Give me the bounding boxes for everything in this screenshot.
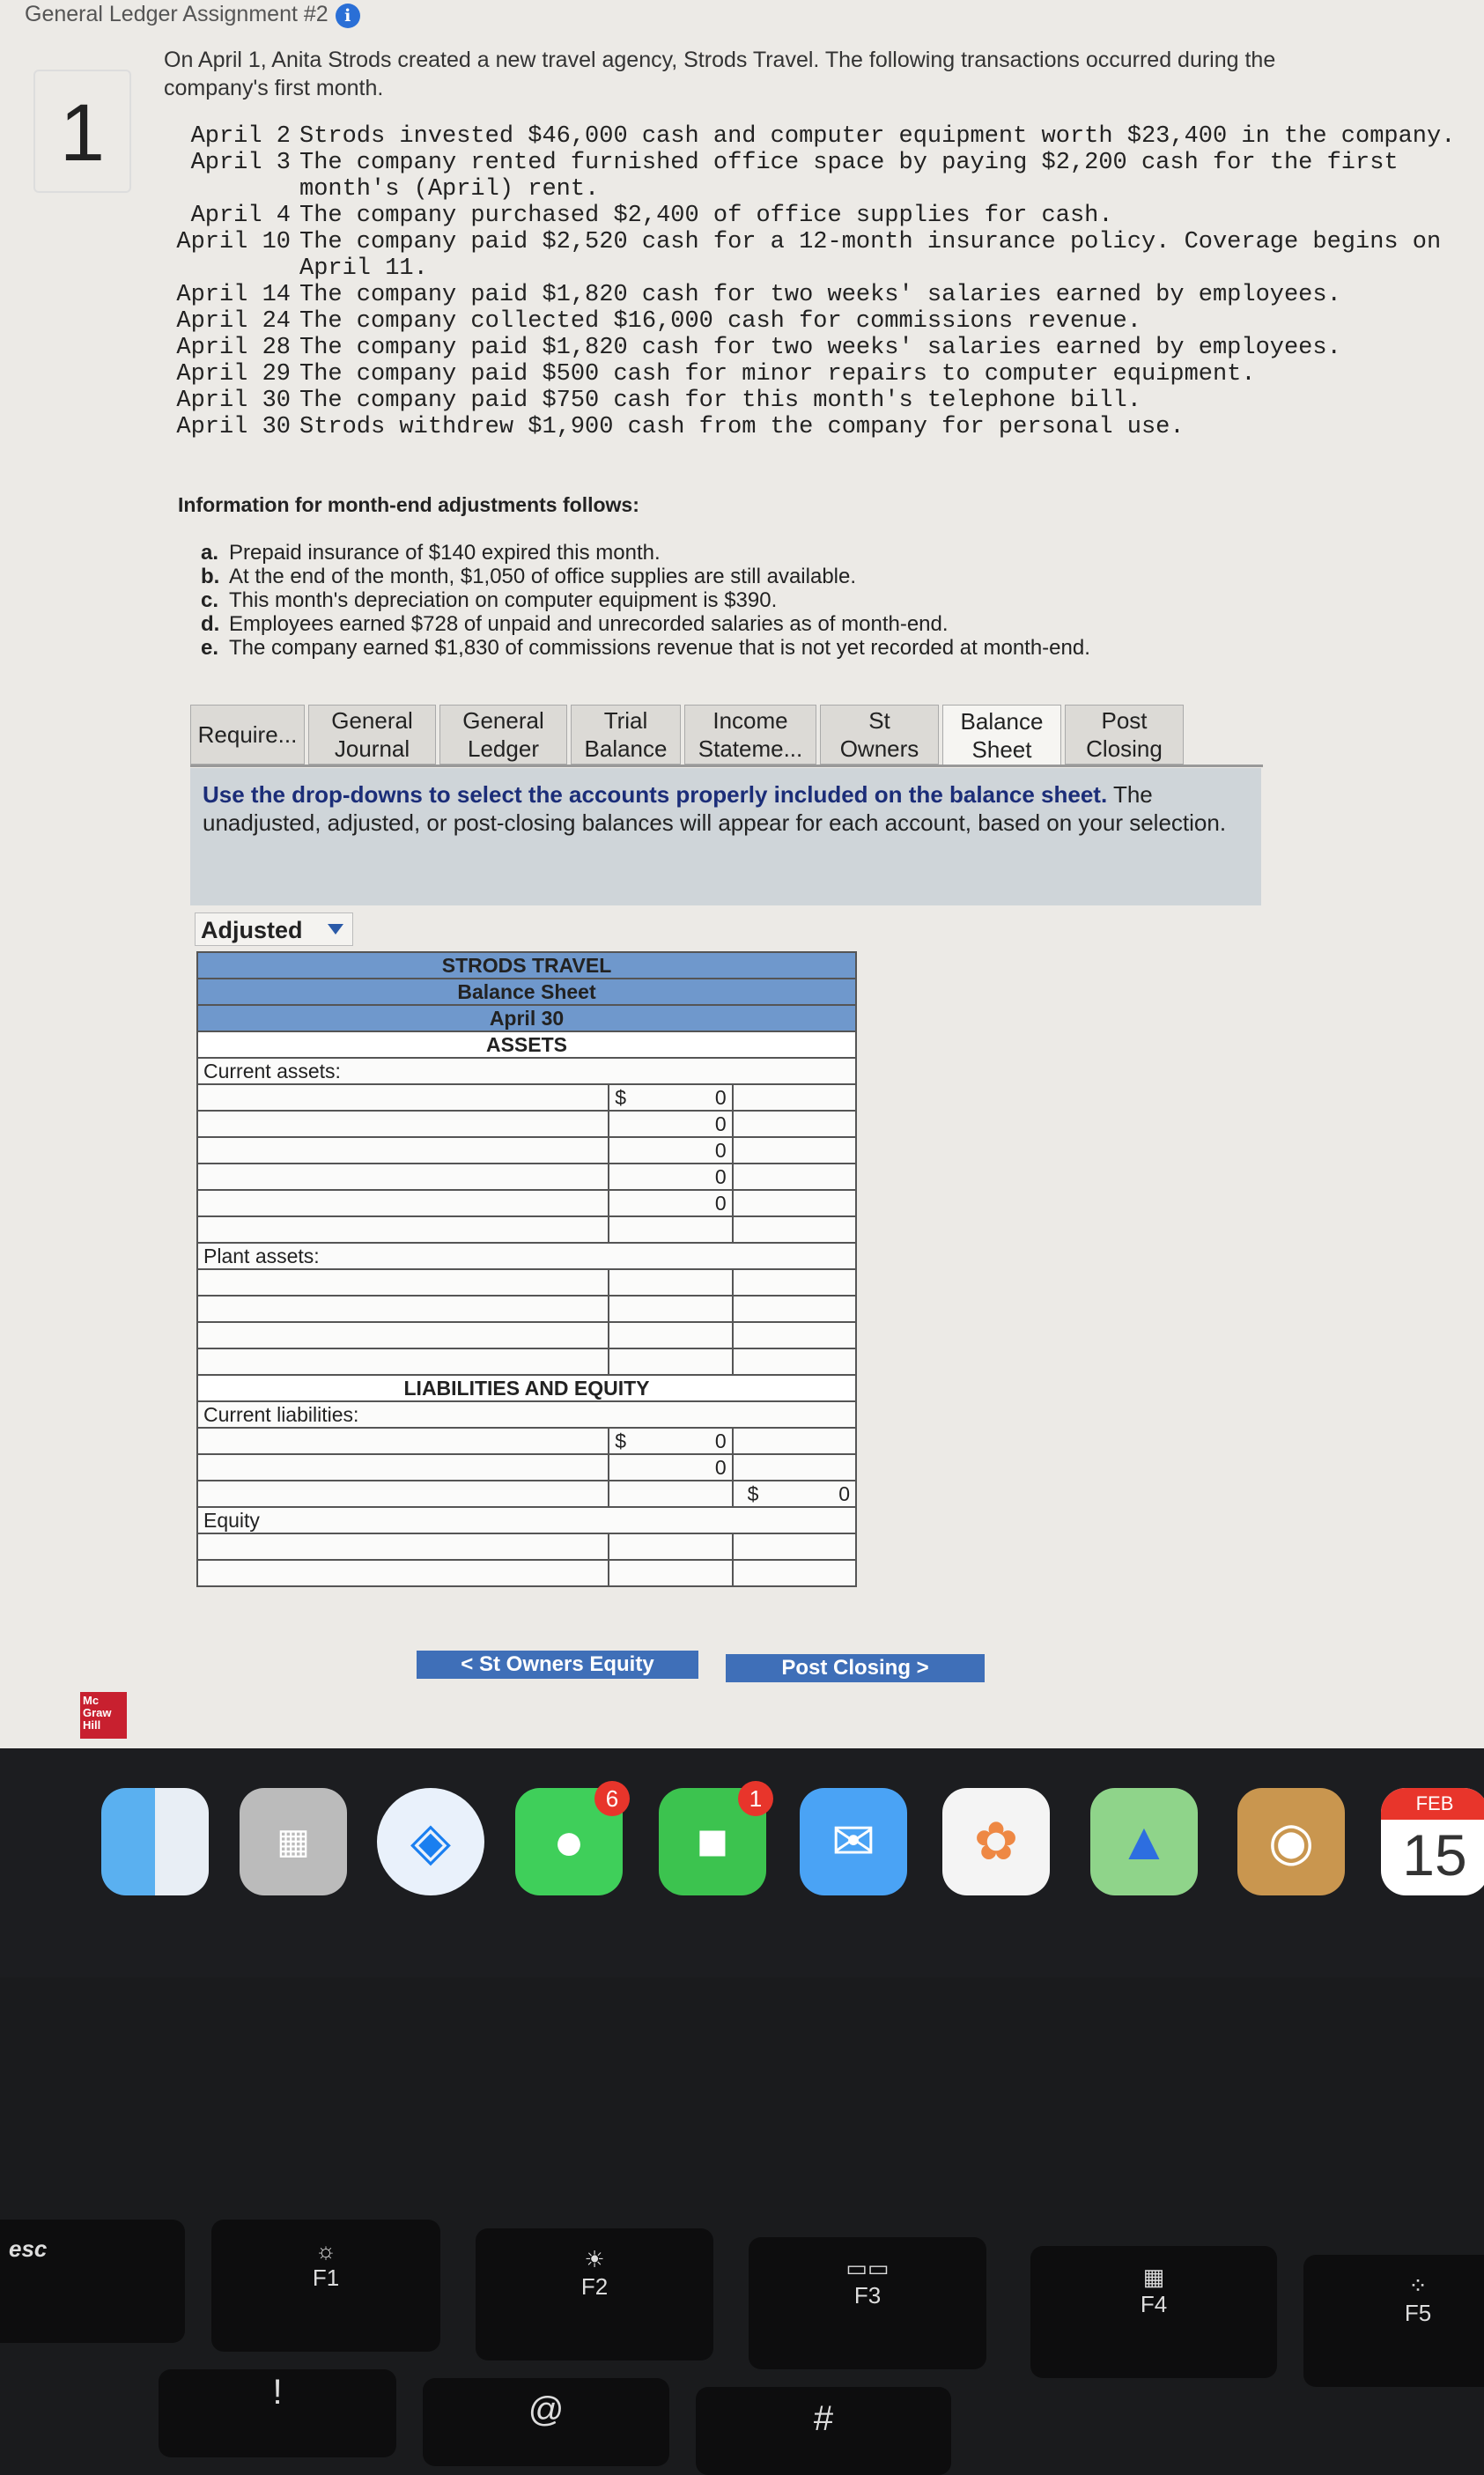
finder-icon[interactable]: [101, 1788, 209, 1895]
total-cell[interactable]: [733, 1348, 856, 1375]
amount-cell[interactable]: [609, 1454, 732, 1481]
tab-bar: [190, 705, 1263, 767]
transaction-row: [159, 203, 1462, 229]
transaction-text: Strods withdrew $1,900 cash from the company for personal use.: [299, 414, 1185, 440]
tab-label: Ledger: [468, 735, 539, 762]
tab-label: Balance: [960, 707, 1044, 735]
amount-cell[interactable]: [609, 1348, 732, 1375]
adjustment-text: At the end of the month, $1,050 of office supplies are still available.: [229, 565, 857, 588]
amount-cell[interactable]: [609, 1533, 732, 1560]
amount-cell[interactable]: [609, 1216, 732, 1243]
amount-cell[interactable]: [609, 1269, 732, 1296]
dollar-sign: $: [615, 1430, 627, 1452]
tab-label: St: [868, 707, 890, 734]
tab-1[interactable]: [308, 705, 436, 765]
key-2[interactable]: [423, 2378, 669, 2466]
amount-value: 0: [714, 1430, 727, 1452]
account-dropdown[interactable]: [197, 1190, 609, 1216]
dollar-sign: $: [747, 1482, 759, 1505]
adjustments-heading: Information for month-end adjustments follows:: [178, 493, 639, 516]
amount-value: 0: [714, 1112, 727, 1135]
transaction-row: [159, 150, 1462, 203]
esc-label: esc: [9, 2235, 48, 2262]
account-dropdown[interactable]: [197, 1481, 609, 1507]
transaction-text: The company paid $750 cash for this month's telephone bill.: [299, 388, 1141, 414]
transaction-text: The company collected $16,000 cash for commissions revenue.: [299, 308, 1141, 335]
transaction-row: [159, 335, 1462, 361]
tab-4[interactable]: [684, 705, 816, 765]
dropdown-value: Adjusted: [201, 917, 303, 943]
total-cell[interactable]: [733, 1296, 856, 1322]
tab-label: Income: [712, 707, 788, 734]
balance-sheet-table: [196, 951, 857, 1587]
tab-label: General: [331, 707, 413, 734]
info-icon[interactable]: i: [336, 4, 360, 28]
transaction-row: [159, 123, 1462, 150]
tab-2[interactable]: [439, 705, 567, 765]
maps-icon[interactable]: ▲: [1090, 1788, 1198, 1895]
adjustment-letter: d.: [201, 612, 220, 636]
tab-label: Trial: [603, 707, 648, 734]
launchpad-icon[interactable]: ▦: [240, 1788, 347, 1895]
adjustment-letter: a.: [201, 541, 219, 565]
tab-3[interactable]: [571, 705, 681, 765]
tab-7[interactable]: [1065, 705, 1184, 765]
key-2-label: @: [528, 2390, 565, 2429]
tab-label: Require...: [197, 721, 298, 748]
f2-key[interactable]: ☀ F2: [476, 2228, 713, 2360]
f3-label: F3: [853, 2282, 882, 2309]
adjustment-item: [201, 588, 1090, 612]
facetime-icon[interactable]: ■ 1: [659, 1788, 766, 1895]
account-dropdown[interactable]: [197, 1428, 609, 1454]
key-3[interactable]: [696, 2387, 951, 2475]
instruction-bold: Use the drop-downs to select the accounts properly included on the balance sheet.: [203, 781, 1108, 808]
transaction-row: [159, 308, 1462, 335]
total-cell[interactable]: [733, 1454, 856, 1481]
adjustment-item: [201, 636, 1090, 660]
intro-text: On April 1, Anita Strods created a new travel agency, Strods Travel. The following transactions occurred during the company's first month.: [164, 48, 1276, 100]
account-dropdown[interactable]: [197, 1296, 609, 1322]
total-cell[interactable]: [733, 1216, 856, 1243]
chevron-down-icon: [328, 924, 343, 935]
mcgraw-hill-logo: Mc Graw Hill: [80, 1692, 127, 1739]
transaction-date: April 3: [190, 150, 291, 176]
transaction-text: The company paid $2,520 cash for a 12-month insurance policy. Coverage begins on April 11.: [299, 229, 1442, 282]
total-cell[interactable]: [733, 1560, 856, 1586]
tab-label: Stateme...: [698, 735, 803, 762]
total-cell[interactable]: [733, 1164, 856, 1190]
tab-5[interactable]: [820, 705, 939, 765]
transaction-date: April 2: [190, 123, 291, 150]
total-cell[interactable]: [733, 1190, 856, 1216]
esc-key[interactable]: [0, 2220, 185, 2343]
transaction-text: The company paid $1,820 cash for two weeks' salaries earned by employees.: [299, 335, 1341, 361]
transaction-row: [159, 282, 1462, 308]
bs-assets-heading: ASSETS: [197, 1031, 856, 1058]
account-dropdown[interactable]: [197, 1269, 609, 1296]
bs-header: Balance Sheet: [197, 979, 856, 1005]
calendar-month: FEB: [1381, 1788, 1484, 1820]
balance-type-dropdown[interactable]: [195, 912, 353, 946]
adjustment-letter: e.: [201, 636, 219, 660]
tab-label: Owners: [839, 735, 919, 762]
adjustment-letter: b.: [201, 565, 220, 588]
transaction-text: The company rented furnished office space by paying $2,200 cash for the first month's (April) rent.: [299, 150, 1399, 203]
adjustment-text: Prepaid insurance of $140 expired this month.: [229, 541, 661, 565]
total-cell[interactable]: [733, 1533, 856, 1560]
mac-dock: [0, 1748, 1484, 1977]
transaction-row: [159, 361, 1462, 388]
tab-label: Sheet: [971, 735, 1032, 763]
total-value: 0: [838, 1482, 850, 1505]
total-cell[interactable]: [733, 1111, 856, 1137]
total-cell[interactable]: [733, 1322, 856, 1348]
bs-header: April 30: [197, 1005, 856, 1031]
instruction-text: The unadjusted, adjusted, or post-closing balances will appear for each account, based on your selection.: [203, 781, 1227, 836]
amount-cell[interactable]: [609, 1296, 732, 1322]
transaction-row: [159, 388, 1462, 414]
adjustment-letter: c.: [201, 588, 219, 612]
contacts-icon[interactable]: ◉: [1237, 1788, 1345, 1895]
amount-cell[interactable]: [609, 1481, 732, 1507]
transaction-date: April 28: [176, 335, 291, 361]
amount-cell[interactable]: [609, 1190, 732, 1216]
transaction-text: The company purchased $2,400 of office supplies for cash.: [299, 203, 1113, 229]
amount-cell[interactable]: [609, 1084, 732, 1111]
transaction-date: April 30: [176, 414, 291, 440]
adjustment-text: Employees earned $728 of unpaid and unrecorded salaries as of month-end.: [229, 612, 949, 636]
total-cell[interactable]: [733, 1428, 856, 1454]
tab-label: Journal: [334, 735, 410, 762]
transaction-date: April 29: [176, 361, 291, 388]
transaction-row: [159, 229, 1462, 282]
dollar-sign: $: [615, 1086, 627, 1109]
account-dropdown[interactable]: [197, 1111, 609, 1137]
amount-cell[interactable]: [609, 1111, 732, 1137]
tab-label: Closing: [1086, 735, 1163, 762]
tab-label: Post: [1101, 707, 1148, 734]
mail-icon[interactable]: ✉: [800, 1788, 907, 1895]
next-button[interactable]: Post Closing >: [726, 1654, 985, 1682]
amount-cell[interactable]: [609, 1560, 732, 1586]
f1-key[interactable]: ☼ F1: [211, 2220, 440, 2352]
prev-button[interactable]: < St Owners Equity: [417, 1651, 698, 1679]
account-dropdown[interactable]: [197, 1454, 609, 1481]
key-1[interactable]: [159, 2369, 396, 2457]
bs-section-label: Equity: [197, 1507, 856, 1533]
f4-label: F4: [1140, 2291, 1168, 2317]
adjustment-item: [201, 541, 1090, 565]
amount-value: 0: [714, 1139, 727, 1162]
photos-icon[interactable]: ✿: [942, 1788, 1050, 1895]
amount-cell[interactable]: [609, 1322, 732, 1348]
tab-0[interactable]: [190, 705, 305, 765]
messages-icon[interactable]: ● 6: [515, 1788, 623, 1895]
f2-label: F2: [580, 2273, 609, 2300]
messages-badge: 6: [594, 1781, 630, 1816]
account-dropdown[interactable]: [197, 1084, 609, 1111]
facetime-badge: 1: [738, 1781, 773, 1816]
adjustment-item: [201, 565, 1090, 588]
amount-value: 0: [714, 1192, 727, 1215]
adjustment-text: The company earned $1,830 of commissions revenue that is not yet recorded at month-end.: [229, 636, 1090, 660]
question-number[interactable]: 1: [33, 70, 131, 193]
amount-value: 0: [714, 1086, 727, 1109]
tab-label: Balance: [584, 735, 668, 762]
calendar-icon[interactable]: [1381, 1788, 1484, 1895]
transactions-list: [159, 123, 1462, 440]
account-dropdown[interactable]: [197, 1348, 609, 1375]
instruction-box: [190, 768, 1261, 905]
account-dropdown[interactable]: [197, 1560, 609, 1586]
title-text: General Ledger Assignment #2: [25, 2, 329, 26]
total-cell[interactable]: [733, 1137, 856, 1164]
f5-label: F5: [1404, 2300, 1432, 2326]
f3-key[interactable]: ▭▭ F3: [749, 2237, 986, 2369]
account-dropdown[interactable]: [197, 1164, 609, 1190]
key-1-label: !: [272, 2373, 283, 2412]
amount-cell[interactable]: [609, 1137, 732, 1164]
f1-label: F1: [312, 2264, 340, 2291]
bs-liab-equity-heading: LIABILITIES AND EQUITY: [197, 1375, 856, 1401]
bs-section-label: Plant assets:: [197, 1243, 856, 1269]
amount-cell[interactable]: [609, 1164, 732, 1190]
account-dropdown[interactable]: [197, 1137, 609, 1164]
transaction-text: The company paid $1,820 cash for two weeks' salaries earned by employees.: [299, 282, 1341, 308]
f4-key[interactable]: ▦ F4: [1030, 2246, 1277, 2378]
bs-section-label: Current liabilities:: [197, 1401, 856, 1428]
amount-value: 0: [714, 1456, 727, 1479]
transaction-date: April 4: [190, 203, 291, 229]
key-3-label: #: [813, 2399, 834, 2438]
total-cell[interactable]: [733, 1084, 856, 1111]
transaction-row: [159, 414, 1462, 440]
transaction-date: April 14: [176, 282, 291, 308]
amount-cell[interactable]: [609, 1428, 732, 1454]
assignment-title: [25, 2, 360, 28]
safari-icon[interactable]: ◈: [377, 1788, 484, 1895]
account-dropdown[interactable]: [197, 1216, 609, 1243]
tab-6[interactable]: [942, 705, 1061, 765]
amount-value: 0: [714, 1165, 727, 1188]
transaction-text: The company paid $500 cash for minor repairs to computer equipment.: [299, 361, 1256, 388]
total-cell[interactable]: [733, 1269, 856, 1296]
transaction-text: Strods invested $46,000 cash and computer equipment worth $23,400 in the company.: [299, 123, 1456, 150]
adjustments-list: [201, 541, 1090, 660]
bs-section-label: Current assets:: [197, 1058, 856, 1084]
transaction-date: April 24: [176, 308, 291, 335]
account-dropdown[interactable]: [197, 1322, 609, 1348]
transaction-date: April 10: [176, 229, 291, 255]
bs-header: STRODS TRAVEL: [197, 952, 856, 979]
adjustment-text: This month's depreciation on computer equipment is $390.: [229, 588, 778, 612]
total-cell[interactable]: [733, 1481, 856, 1507]
f5-key[interactable]: ⁘ F5: [1303, 2255, 1484, 2387]
calendar-day: 15: [1402, 1822, 1467, 1888]
tab-label: General: [462, 707, 544, 734]
transaction-date: April 30: [176, 388, 291, 414]
adjustment-item: [201, 612, 1090, 636]
account-dropdown[interactable]: [197, 1533, 609, 1560]
